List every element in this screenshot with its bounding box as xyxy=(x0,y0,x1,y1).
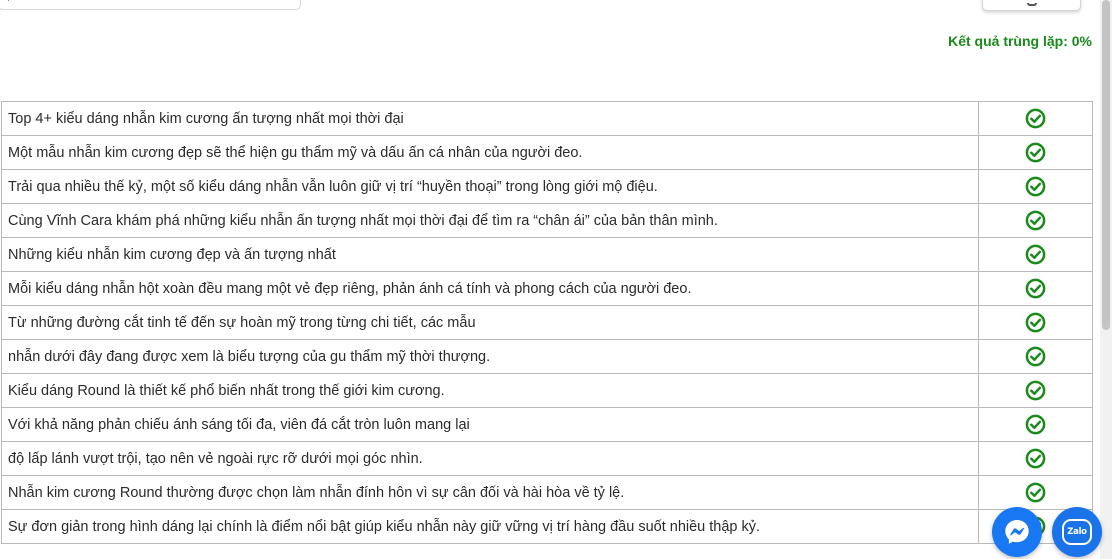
table-row xyxy=(2,306,1093,340)
zalo-chat-button[interactable] xyxy=(1052,507,1102,557)
search-icon xyxy=(1027,3,1037,6)
check-circle-icon xyxy=(1025,346,1046,367)
check-circle-icon xyxy=(1025,210,1046,231)
sentence-text: độ lấp lánh vượt trội, tạo nên vẻ ngoài rực rỡ dưới mọi góc nhìn. xyxy=(2,442,979,476)
table-row xyxy=(2,170,1093,204)
status-cell xyxy=(979,272,1093,306)
check-circle-icon xyxy=(1025,142,1046,163)
table-row xyxy=(2,238,1093,272)
status-cell xyxy=(979,408,1093,442)
check-circle-icon xyxy=(1025,278,1046,299)
table-row xyxy=(2,340,1093,374)
sentence-text: nhẫn dưới đây đang được xem là biểu tượng của gu thẩm mỹ thời thượng. xyxy=(2,340,979,374)
sentence-text: Trải qua nhiều thế kỷ, một số kiểu dáng nhẫn vẫn luôn giữ vị trí “huyền thoại” trong lòng giới mộ điệu. xyxy=(2,170,979,204)
table-row xyxy=(2,102,1093,136)
check-circle-icon xyxy=(1025,482,1046,503)
status-cell xyxy=(979,306,1093,340)
table-row xyxy=(2,272,1093,306)
status-cell xyxy=(979,136,1093,170)
check-circle-icon xyxy=(1025,176,1046,197)
check-circle-icon xyxy=(1025,380,1046,401)
sentence-text: Một mẫu nhẫn kim cương đẹp sẽ thể hiện gu thẩm mỹ và dấu ấn cá nhân của người đeo. xyxy=(2,136,979,170)
sentence-text: Với khả năng phản chiếu ánh sáng tối đa, viên đá cắt tròn luôn mang lại xyxy=(2,408,979,442)
table-row xyxy=(2,374,1093,408)
sentence-text: Nhẫn kim cương Round thường được chọn làm nhẫn đính hôn vì sự cân đối và hài hòa về tỷ lệ. xyxy=(2,476,979,510)
duplicate-result-summary: Kết quả trùng lặp: 0% xyxy=(948,33,1092,49)
table-row xyxy=(2,408,1093,442)
table-row xyxy=(2,442,1093,476)
check-circle-icon xyxy=(1025,312,1046,333)
sentence-text: Sự đơn giản trong hình dáng lại chính là điểm nổi bật giúp kiểu nhẫn này giữ vững vị trí hàng đầu suốt nhiều thập kỷ. xyxy=(2,510,979,544)
sentence-text: Từ những đường cắt tinh tế đến sự hoàn mỹ trong từng chi tiết, các mẫu xyxy=(2,306,979,340)
table-row xyxy=(2,136,1093,170)
sentence-text: Mỗi kiểu dáng nhẫn hột xoàn đều mang một vẻ đẹp riêng, phản ánh cá tính và phong cách của người đeo. xyxy=(2,272,979,306)
status-cell xyxy=(979,102,1093,136)
sentence-text: Top 4+ kiểu dáng nhẫn kim cương ấn tượng nhất mọi thời đại xyxy=(2,102,979,136)
messenger-icon xyxy=(1003,518,1031,546)
status-cell xyxy=(979,476,1093,510)
sentence-text: Cùng Vĩnh Cara khám phá những kiểu nhẫn ấn tượng nhất mọi thời đại để tìm ra “chân ái” của bản thân mình. xyxy=(2,204,979,238)
results-table xyxy=(1,101,1093,544)
status-cell xyxy=(979,204,1093,238)
sentence-text: Những kiểu nhẫn kim cương đẹp và ấn tượng nhất xyxy=(2,238,979,272)
check-circle-icon xyxy=(1025,108,1046,129)
sentence-text: Kiểu dáng Round là thiết kế phổ biến nhất trong thế giới kim cương. xyxy=(2,374,979,408)
table-row xyxy=(2,476,1093,510)
status-cell xyxy=(979,238,1093,272)
page-scrollbar-thumb[interactable] xyxy=(1102,0,1110,330)
status-cell xyxy=(979,340,1093,374)
check-circle-icon xyxy=(1025,448,1046,469)
check-circle-icon xyxy=(1025,414,1046,435)
table-row xyxy=(2,204,1093,238)
zalo-icon xyxy=(1062,519,1092,545)
text-cursor xyxy=(8,0,17,1)
text-input[interactable] xyxy=(0,0,301,10)
status-cell xyxy=(979,442,1093,476)
results-table-body xyxy=(2,102,1093,544)
status-cell xyxy=(979,170,1093,204)
table-row xyxy=(2,510,1093,544)
status-cell xyxy=(979,374,1093,408)
check-circle-icon xyxy=(1025,244,1046,265)
check-button[interactable] xyxy=(982,0,1081,11)
zalo-label: Zalo xyxy=(1067,527,1087,537)
messenger-chat-button[interactable] xyxy=(992,507,1042,557)
